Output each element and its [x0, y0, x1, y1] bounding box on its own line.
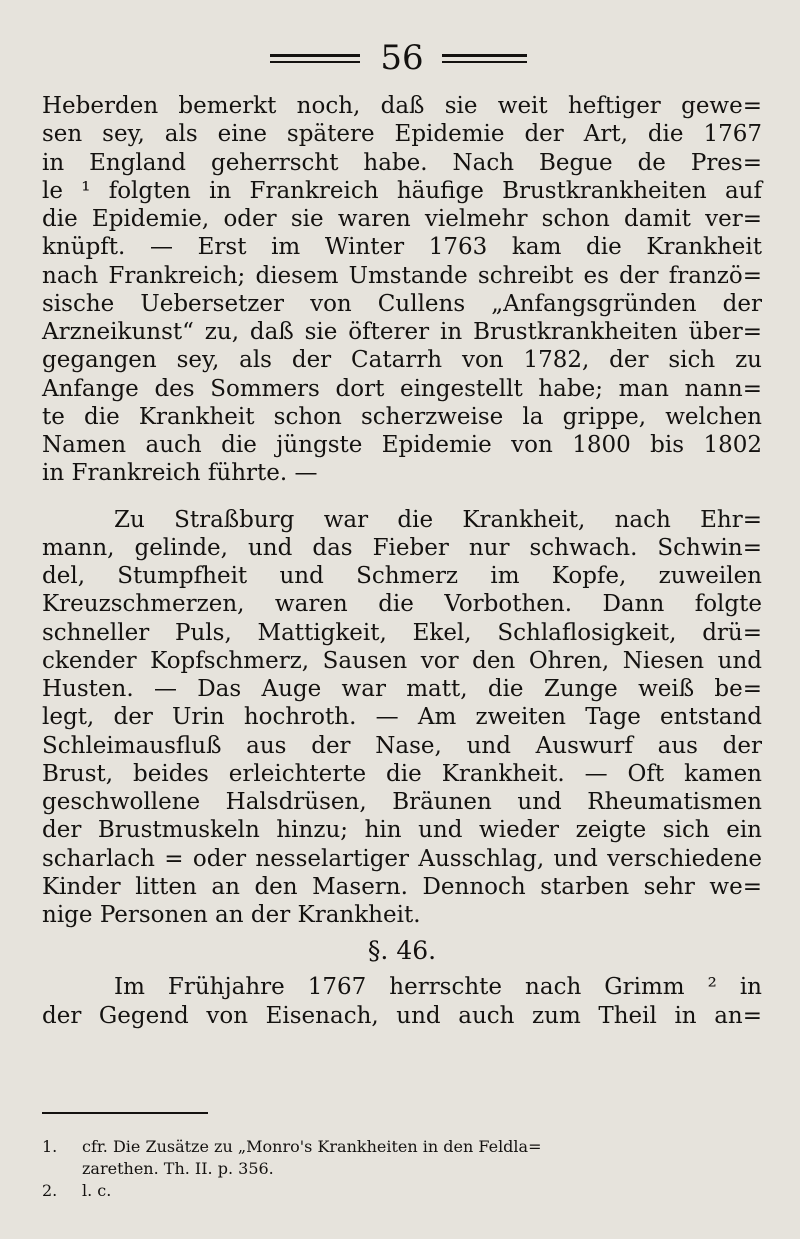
text-line: die Epidemie, oder sie waren vielmehr schon damit ver=: [42, 206, 762, 232]
text-line: Kreuzschmerzen, waren die Vorbothen. Dann folgte: [42, 591, 762, 618]
text-line: knüpft. — Erst im Winter 1763 kam die Krankheit: [42, 234, 762, 261]
text-line: Arzneikunst“ zu, daß sie öfterer in Brustkrankheiten über=: [42, 319, 762, 345]
footnotes: [42, 1136, 762, 1202]
paragraph-1: [42, 92, 762, 488]
text-line: gegangen sey, als der Catarrh von 1782, der sich zu: [42, 347, 762, 374]
text-line: nach Frankreich; diesem Umstande schreibt es der franzö=: [42, 262, 762, 289]
text-line: in Frankreich führte. —: [42, 460, 318, 487]
text-line: nige Personen an der Krankheit.: [42, 902, 421, 928]
text-line: Heberden bemerkt noch, daß sie weit heftiger gewe=: [42, 93, 762, 119]
footnote-text: l. c.: [82, 1181, 112, 1200]
text-line: Kinder litten an den Masern. Dennoch starben sehr we=: [42, 873, 762, 900]
footnote-number: 1.: [42, 1137, 58, 1156]
text-line: te die Krankheit schon scherzweise la grippe, welchen: [42, 403, 762, 430]
text-line: Zu Straßburg war die Krankheit, nach Ehr=: [114, 506, 762, 533]
text-line: in England geherrscht habe. Nach Begue de Pres=: [42, 149, 762, 176]
footnote-2: [42, 1180, 762, 1202]
text-line: sische Uebersetzer von Cullens „Anfangsgründen der: [42, 290, 762, 317]
text-line: Schleimausfluß aus der Nase, und Auswurf aus der: [42, 732, 762, 759]
text-line: Namen auch die jüngste Epidemie von 1800 bis 1802: [42, 432, 762, 458]
footnote-1: [42, 1136, 762, 1158]
header-rule-right: [442, 54, 527, 63]
header-rule-left: [270, 54, 360, 63]
text-line: der Brustmuskeln hinzu; hin und wieder zeigte sich ein: [42, 817, 762, 844]
text-line: legt, der Urin hochroth. — Am zweiten Tage entstand: [42, 704, 762, 731]
text-line: geschwollene Halsdrüsen, Bräunen und Rheumatismen: [42, 789, 762, 815]
text-line: Im Frühjahre 1767 herrschte nach Grimm ² in: [114, 974, 762, 1001]
body-text: [42, 92, 762, 1030]
text-line: Anfange des Sommers dort eingestellt habe; man nann=: [42, 375, 762, 402]
page-header: [0, 34, 800, 84]
paragraph-gap: [42, 488, 762, 506]
text-line: Brust, beides erleichterte die Krankheit. — Oft kamen: [42, 760, 762, 787]
text-line: le ¹ folgten in Frankreich häufige Brustkrankheiten auf: [42, 177, 762, 204]
footnote-rule: [42, 1112, 208, 1114]
text-line: der Gegend von Eisenach, und auch zum Theil in an=: [42, 1002, 762, 1029]
text-line: schneller Puls, Mattigkeit, Ekel, Schlaflosigkeit, drü=: [42, 619, 762, 646]
footnote-number: 2.: [42, 1181, 58, 1200]
page-number: 56: [380, 38, 424, 78]
text-line: scharlach = oder nesselartiger Ausschlag, und verschiedene: [42, 845, 762, 872]
text-line: sen sey, als eine spätere Epidemie der Art, die 1767: [42, 121, 762, 148]
text-line: del, Stumpfheit und Schmerz im Kopfe, zuweilen: [42, 563, 762, 589]
paragraph-3: [42, 973, 762, 1030]
text-line: mann, gelinde, und das Fieber nur schwach. Schwin=: [42, 534, 762, 561]
paragraph-2: [42, 506, 762, 930]
text-line: Husten. — Das Auge war matt, die Zunge weiß be=: [42, 676, 762, 702]
section-heading: §. 46.: [367, 936, 437, 966]
footnote-text: cfr. Die Zusätze zu „Monro's Krankheiten in den Feldla=: [82, 1137, 542, 1156]
text-line: ckender Kopfschmerz, Sausen vor den Ohren, Niesen und: [42, 647, 762, 674]
footnote-1-continuation: zarethen. Th. II. p. 356.: [82, 1159, 274, 1178]
